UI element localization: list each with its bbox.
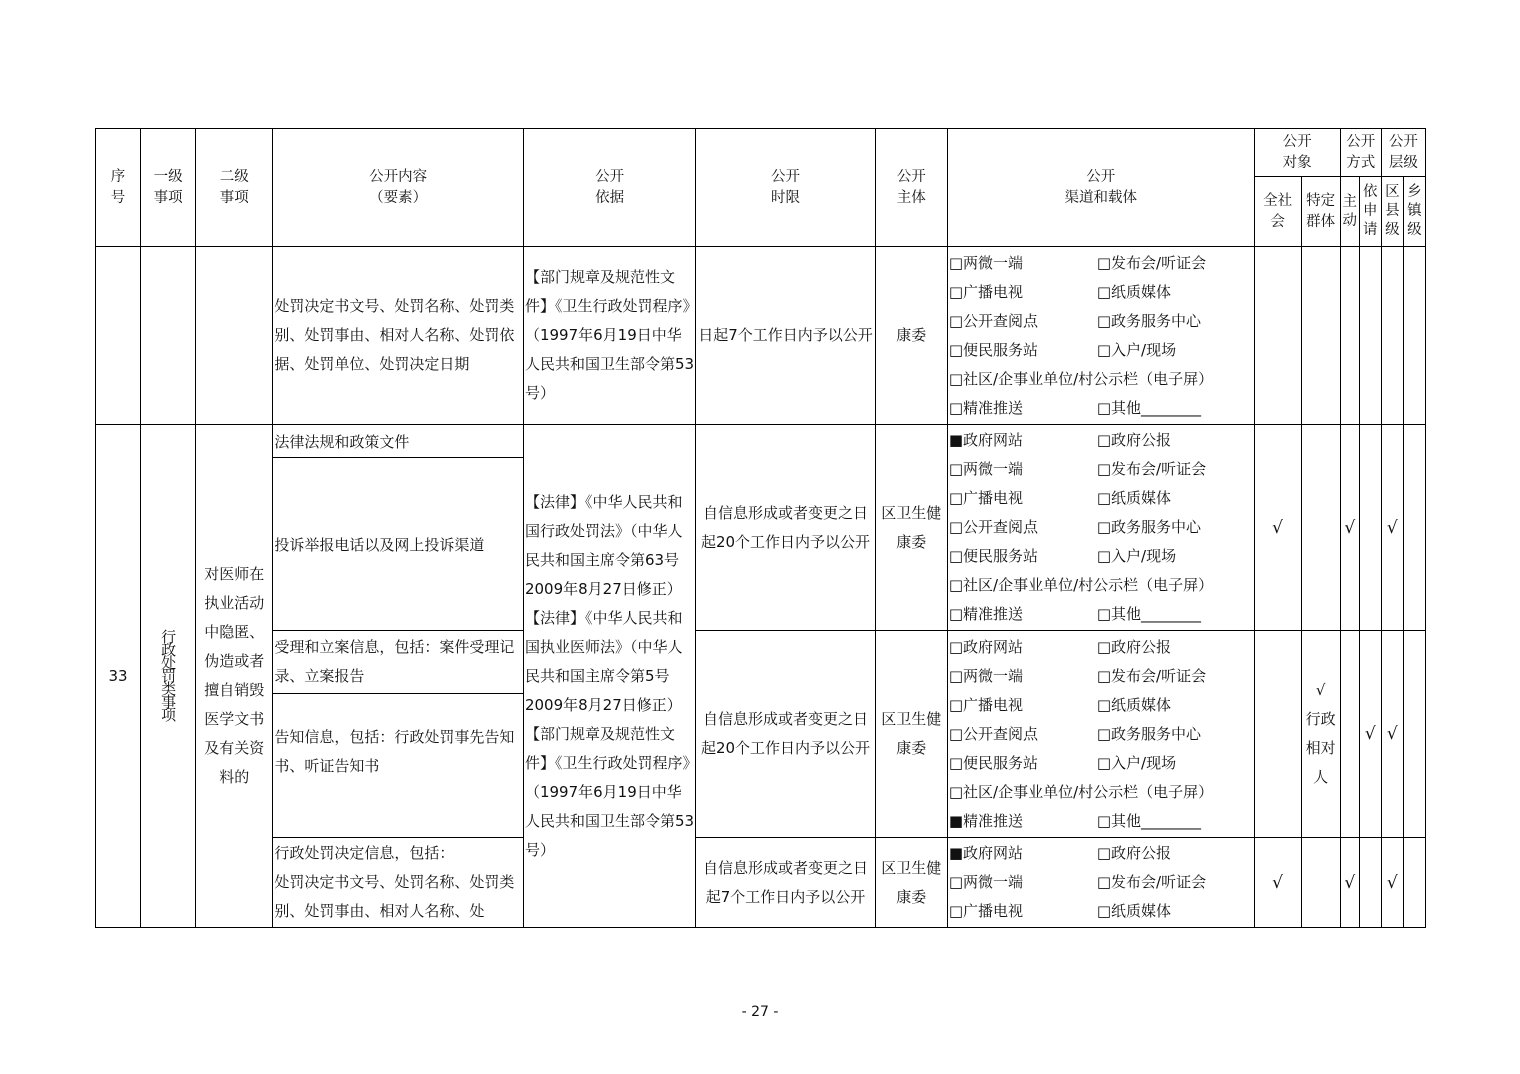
channel-item: □政务服务中心 xyxy=(1096,518,1202,536)
channel-item: □入户/现场 xyxy=(1096,753,1177,772)
g3-time-limit: 自信息形成或者变更之日起7个工作日内予以公开 xyxy=(696,838,875,928)
channel-list xyxy=(949,426,1253,629)
g3-level-county: √ xyxy=(1381,838,1403,928)
channel-item: □纸质媒体 xyxy=(1096,695,1172,714)
channel-item: □纸质媒体 xyxy=(1096,282,1172,301)
channel-item: □便民服务站 xyxy=(948,340,1039,359)
channel-item: □两微一端 xyxy=(948,873,1024,891)
channel-item: □广播电视 xyxy=(948,489,1024,507)
item33-level2: 对医师在执业活动中隐匿、伪造或者擅自销毁医学文书及有关资料的 xyxy=(196,425,273,928)
channel-item: □发布会/听证会 xyxy=(1096,460,1207,478)
disclosure-table-sheet xyxy=(95,128,1426,928)
header-method: 公开 方式 xyxy=(1340,129,1381,177)
g2-method-apply: √ xyxy=(1359,631,1381,838)
channel-item: □发布会/听证会 xyxy=(1096,253,1207,272)
channel-item: □纸质媒体 xyxy=(1096,902,1172,920)
cont-target-specific xyxy=(1301,247,1340,425)
channel-item: □政务服务中心 xyxy=(1096,311,1202,330)
item33-row-a xyxy=(96,425,1426,458)
channel-item: □公开查阅点 xyxy=(948,724,1039,743)
header-level: 公开 层级 xyxy=(1381,129,1425,177)
item33-row-c xyxy=(96,631,1426,694)
g1-content-a: 法律法规和政策文件 xyxy=(273,425,524,458)
channel-item: □政府公报 xyxy=(1096,844,1172,862)
channel-item: □社区/企事业单位/村公示栏（电子屏） xyxy=(948,782,1214,801)
cont-content: 处罚决定书文号、处罚名称、处罚类别、处罚事由、相对人名称、处罚依据、处罚单位、处罚决定日期 xyxy=(273,247,524,425)
g3-subject: 区卫生健康委 xyxy=(875,838,947,928)
g3-target-specific xyxy=(1301,838,1340,928)
header-seq: 序号 xyxy=(96,129,141,247)
header-target-specific: 特定群体 xyxy=(1301,177,1340,247)
header-method-apply: 依申请 xyxy=(1359,177,1381,247)
header-content: 公开内容 （要素） xyxy=(273,129,524,247)
channel-item: □公开查阅点 xyxy=(948,311,1039,330)
g3-level-town xyxy=(1403,838,1425,928)
cont-level2-cell xyxy=(196,247,273,425)
channel-item: □政府公报 xyxy=(1096,431,1172,449)
cont-basis: 【部门规章及规范性文件】《卫生行政处罚程序》（1997年6月19日中华人民共和国卫生部令第53号） xyxy=(523,247,695,425)
channel-item: ■政府网站 xyxy=(948,431,1024,449)
g1-target-all: √ xyxy=(1254,425,1301,631)
cont-channels xyxy=(947,247,1254,425)
channel-item: □政务服务中心 xyxy=(1096,724,1202,743)
channel-item: □精准推送 xyxy=(948,605,1024,623)
g3-method-active: √ xyxy=(1340,838,1359,928)
header-method-active: 主动 xyxy=(1340,177,1359,247)
g2-method-active xyxy=(1340,631,1359,838)
cont-seq-cell xyxy=(96,247,141,425)
g1-channels xyxy=(947,425,1254,631)
channel-item: □其他________ xyxy=(1096,605,1202,623)
g3-channels xyxy=(947,838,1254,928)
cont-method-apply xyxy=(1359,247,1381,425)
cont-method-active xyxy=(1340,247,1359,425)
channel-item: ■政府网站 xyxy=(948,844,1024,862)
g3-content: 行政处罚决定信息，包括： 处罚决定书文号、处罚名称、处罚类别、处罚事由、相对人名称、处 xyxy=(273,838,524,928)
item33-seq: 33 xyxy=(96,425,141,928)
channel-item: □发布会/听证会 xyxy=(1096,666,1207,685)
header-level-county: 区县级 xyxy=(1381,177,1403,247)
header-level-town: 乡镇级 xyxy=(1403,177,1425,247)
channel-item: □便民服务站 xyxy=(948,547,1039,565)
g1-target-specific xyxy=(1301,425,1340,631)
item33-level1-text: 行政处罚类事项 xyxy=(159,628,178,720)
channel-item: □纸质媒体 xyxy=(1096,489,1172,507)
item33-level1 xyxy=(141,425,196,928)
channel-item: □发布会/听证会 xyxy=(1096,873,1207,891)
channel-item: □政府公报 xyxy=(1096,637,1172,656)
g2-channels xyxy=(947,631,1254,838)
item33-basis: 【法律】《中华人民共和国行政处罚法》（中华人民共和国主席令第63号 2009年8月27日修正） 【法律】《中华人民共和国执业医师法》（中华人民共和国主席令第5号 2009年8月27日修正） 【部门规章及规范性文件】《卫生行政处罚程序》（1997年6月19日中华人民共和国卫生部令第53号） xyxy=(523,425,695,928)
g1-level-county: √ xyxy=(1381,425,1403,631)
g3-method-apply xyxy=(1359,838,1381,928)
g2-content-a: 受理和立案信息，包括：案件受理记录、立案报告 xyxy=(273,631,524,694)
cont-target-all xyxy=(1254,247,1301,425)
header-level1: 一级事项 xyxy=(141,129,196,247)
channel-item: □广播电视 xyxy=(948,902,1024,920)
channel-list xyxy=(949,249,1253,423)
disclosure-table xyxy=(95,128,1426,928)
channel-item: □广播电视 xyxy=(948,695,1024,714)
g1-level-town xyxy=(1403,425,1425,631)
channel-item: □两微一端 xyxy=(948,666,1024,685)
g1-method-apply xyxy=(1359,425,1381,631)
g1-content-b: 投诉举报电话以及网上投诉渠道 xyxy=(273,458,524,631)
g2-content-b: 告知信息，包括：行政处罚事先告知书、听证告知书 xyxy=(273,694,524,838)
header-target: 公开 对象 xyxy=(1254,129,1340,177)
cont-time-limit: 日起7个工作日内予以公开 xyxy=(696,247,875,425)
g1-time-limit: 自信息形成或者变更之日起20个工作日内予以公开 xyxy=(696,425,875,631)
g2-target-all xyxy=(1254,631,1301,838)
header-target-all: 全社会 xyxy=(1254,177,1301,247)
channel-item: □两微一端 xyxy=(948,460,1024,478)
header-basis: 公开 依据 xyxy=(523,129,695,247)
channel-list xyxy=(949,839,1253,926)
g2-target-specific: √ 行政相对人 xyxy=(1301,631,1340,838)
channel-item: □广播电视 xyxy=(948,282,1024,301)
channel-item: □便民服务站 xyxy=(948,753,1039,772)
cont-level-county xyxy=(1381,247,1403,425)
header-level2: 二级事项 xyxy=(196,129,273,247)
header-time-limit: 公开 时限 xyxy=(696,129,875,247)
g2-time-limit: 自信息形成或者变更之日起20个工作日内予以公开 xyxy=(696,631,875,838)
channel-item: □其他________ xyxy=(1096,811,1202,830)
g1-method-active: √ xyxy=(1340,425,1359,631)
continuation-row xyxy=(96,247,1426,425)
channel-item: □社区/企事业单位/村公示栏（电子屏） xyxy=(948,576,1214,594)
channel-item: □入户/现场 xyxy=(1096,547,1177,565)
g2-subject: 区卫生健康委 xyxy=(875,631,947,838)
item33-row-e xyxy=(96,838,1426,928)
channel-item: □两微一端 xyxy=(948,253,1024,272)
cont-level-town xyxy=(1403,247,1425,425)
channel-list xyxy=(949,633,1253,836)
g1-subject: 区卫生健康委 xyxy=(875,425,947,631)
cont-level1-cell xyxy=(141,247,196,425)
channel-item: □精准推送 xyxy=(948,398,1024,417)
g3-target-all: √ xyxy=(1254,838,1301,928)
channel-item: □公开查阅点 xyxy=(948,518,1039,536)
channel-item: ■精准推送 xyxy=(948,811,1024,830)
channel-item: □入户/现场 xyxy=(1096,340,1177,359)
channel-item: □政府网站 xyxy=(948,637,1024,656)
g2-level-town xyxy=(1403,631,1425,838)
page-number: - 27 - xyxy=(741,1004,779,1020)
g2-level-county: √ xyxy=(1381,631,1403,838)
channel-item: □社区/企事业单位/村公示栏（电子屏） xyxy=(948,369,1214,388)
header-subject: 公开 主体 xyxy=(875,129,947,247)
channel-item: □其他________ xyxy=(1096,398,1202,417)
header-row-1 xyxy=(96,129,1426,177)
cont-subject: 康委 xyxy=(875,247,947,425)
header-channel: 公开 渠道和载体 xyxy=(947,129,1254,247)
